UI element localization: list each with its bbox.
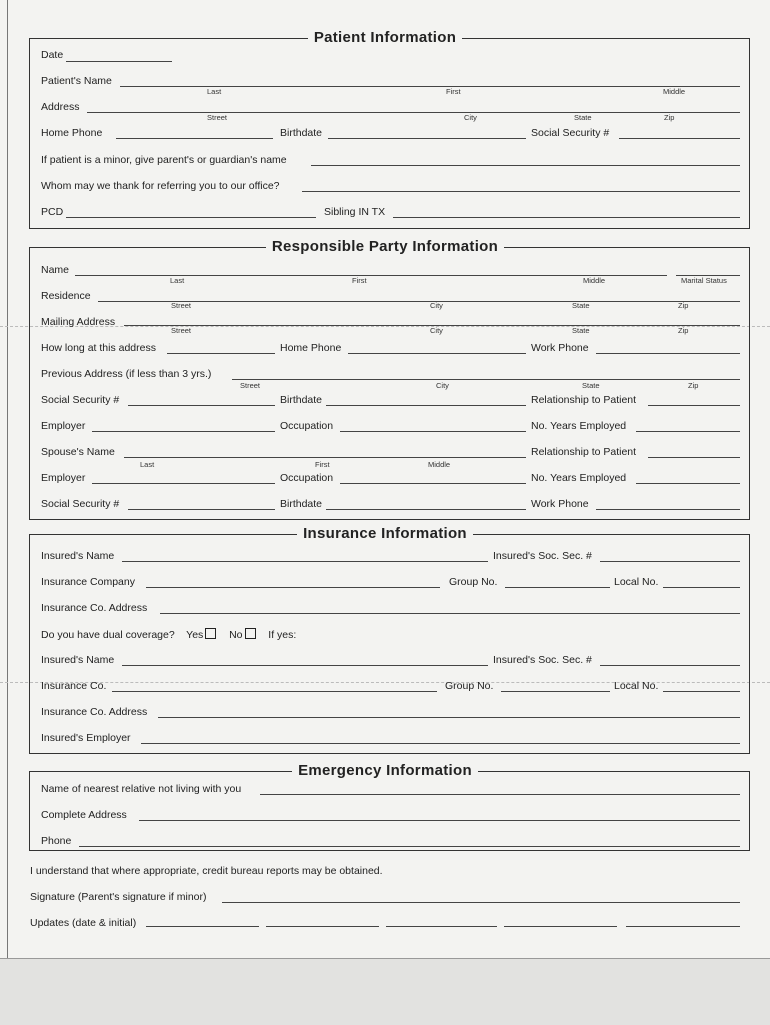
rp-home-phone-label: Home Phone xyxy=(280,342,342,354)
insureds-name-label: Insured's Name xyxy=(41,550,115,562)
pcd-field[interactable] xyxy=(66,217,316,218)
insureds-name-2-field[interactable] xyxy=(122,665,488,666)
spouse-ssn-field[interactable] xyxy=(128,509,275,510)
dual-coverage-question: Do you have dual coverage? xyxy=(41,629,175,641)
sublabel-middle: Middle xyxy=(428,460,451,469)
rp-name-label: Name xyxy=(41,264,70,276)
group-no-2-label: Group No. xyxy=(445,680,494,692)
ssn-field[interactable] xyxy=(619,138,740,139)
scan-bottom-margin xyxy=(0,958,770,1025)
sublabel-first: First xyxy=(315,460,330,469)
spouse-birthdate-field[interactable] xyxy=(326,509,526,510)
sublabel-street: Street xyxy=(171,326,192,335)
insureds-ssn-field[interactable] xyxy=(600,561,740,562)
insureds-ssn-2-label: Insured's Soc. Sec. # xyxy=(493,654,592,666)
how-long-field[interactable] xyxy=(167,353,275,354)
insurance-company-field[interactable] xyxy=(146,587,440,588)
complete-address-field[interactable] xyxy=(139,820,740,821)
birthdate-label: Birthdate xyxy=(280,127,323,139)
insureds-name-field[interactable] xyxy=(122,561,488,562)
rp-years-employed-field[interactable] xyxy=(636,431,740,432)
spouse-years-employed-label: No. Years Employed xyxy=(531,472,627,484)
spouse-ssn-label: Social Security # xyxy=(41,498,120,510)
sublabel-last: Last xyxy=(140,460,155,469)
updates-label: Updates (date & initial) xyxy=(30,917,137,929)
sublabel-last: Last xyxy=(170,276,185,285)
responsible-section xyxy=(29,247,750,520)
date-label: Date xyxy=(41,49,64,61)
sublabel-zip: Zip xyxy=(678,326,689,335)
spouse-name-label: Spouse's Name xyxy=(41,446,115,458)
sublabel-zip: Zip xyxy=(678,301,689,310)
spouse-work-phone-label: Work Phone xyxy=(531,498,589,510)
insurance-section xyxy=(29,534,750,754)
insurance-address-label: Insurance Co. Address xyxy=(41,602,148,614)
insurance-co-2-label: Insurance Co. xyxy=(41,680,107,692)
rp-work-phone-field[interactable] xyxy=(596,353,740,354)
group-no-label: Group No. xyxy=(449,576,498,588)
local-no-2-label: Local No. xyxy=(614,680,659,692)
rp-home-phone-field[interactable] xyxy=(348,353,526,354)
emergency-phone-field[interactable] xyxy=(79,846,740,847)
sublabel-state: State xyxy=(574,113,592,122)
yes-checkbox[interactable] xyxy=(205,628,216,639)
insureds-employer-label: Insured's Employer xyxy=(41,732,131,744)
how-long-label: How long at this address xyxy=(41,342,156,354)
spouse-years-employed-field[interactable] xyxy=(636,483,740,484)
rp-years-employed-label: No. Years Employed xyxy=(531,420,627,432)
residence-field[interactable] xyxy=(98,301,740,302)
sublabel-state: State xyxy=(572,326,590,335)
rp-ssn-field[interactable] xyxy=(128,405,275,406)
group-no-field[interactable] xyxy=(505,587,610,588)
rp-relationship-field[interactable] xyxy=(648,405,740,406)
signature-label: Signature (Parent's signature if minor) xyxy=(30,891,207,903)
rp-employer-label: Employer xyxy=(41,420,86,432)
relative-label: Name of nearest relative not living with you xyxy=(41,783,242,795)
rp-occupation-field[interactable] xyxy=(340,431,526,432)
sublabel-city: City xyxy=(436,381,449,390)
sublabel-city: City xyxy=(430,301,443,310)
updates-field-3[interactable] xyxy=(386,926,497,927)
insureds-employer-field[interactable] xyxy=(141,743,740,744)
relative-field[interactable] xyxy=(260,794,740,795)
insureds-ssn-label: Insured's Soc. Sec. # xyxy=(493,550,592,562)
insureds-ssn-2-field[interactable] xyxy=(600,665,740,666)
date-field[interactable] xyxy=(66,61,172,62)
insurance-address-2-label: Insurance Co. Address xyxy=(41,706,148,718)
updates-field-5[interactable] xyxy=(626,926,740,927)
insurance-address-field[interactable] xyxy=(160,613,740,614)
home-phone-label: Home Phone xyxy=(41,127,103,139)
complete-address-label: Complete Address xyxy=(41,809,127,821)
sublabel-middle: Middle xyxy=(663,87,686,96)
local-no-label: Local No. xyxy=(614,576,659,588)
emergency-section-title: Emergency Information xyxy=(0,762,770,779)
sublabel-street: Street xyxy=(171,301,192,310)
spouse-work-phone-field[interactable] xyxy=(596,509,740,510)
sublabel-city: City xyxy=(464,113,477,122)
updates-field-4[interactable] xyxy=(504,926,617,927)
ssn-label: Social Security # xyxy=(531,127,610,139)
sublabel-last: Last xyxy=(207,87,222,96)
yes-label: Yes xyxy=(186,629,204,641)
address-field[interactable] xyxy=(87,112,740,113)
sublabel-middle: Middle xyxy=(583,276,606,285)
rp-work-phone-label: Work Phone xyxy=(531,342,589,354)
sublabel-first: First xyxy=(446,87,461,96)
insurance-address-2-field[interactable] xyxy=(158,717,740,718)
birthdate-field[interactable] xyxy=(328,138,526,139)
sublabel-first: First xyxy=(352,276,367,285)
insureds-name-2-label: Insured's Name xyxy=(41,654,115,666)
credit-bureau-notice: I understand that where appropriate, credit bureau reports may be obtained. xyxy=(30,865,383,877)
spouse-relationship-label: Relationship to Patient xyxy=(531,446,637,458)
spouse-occupation-field[interactable] xyxy=(340,483,526,484)
sibling-label: Sibling IN TX xyxy=(324,206,386,218)
updates-field-1[interactable] xyxy=(146,926,259,927)
spouse-employer-field[interactable] xyxy=(92,483,275,484)
group-no-2-field[interactable] xyxy=(501,691,610,692)
signature-field[interactable] xyxy=(222,902,740,903)
patient-section xyxy=(29,38,750,229)
local-no-field[interactable] xyxy=(663,587,740,588)
sublabel-state: State xyxy=(572,301,590,310)
rp-relationship-label: Relationship to Patient xyxy=(531,394,637,406)
sublabel-marital-status: Marital Status xyxy=(681,276,727,285)
sublabel-street: Street xyxy=(240,381,261,390)
referral-label: Whom may we thank for referring you to our office? xyxy=(41,180,280,192)
patients-name-label: Patient's Name xyxy=(41,75,112,87)
pcd-label: PCD xyxy=(41,206,64,218)
referral-field[interactable] xyxy=(302,191,740,192)
rp-ssn-label: Social Security # xyxy=(41,394,120,406)
spouse-relationship-field[interactable] xyxy=(648,457,740,458)
insurance-section-title: Insurance Information xyxy=(0,525,770,542)
local-no-2-field[interactable] xyxy=(663,691,740,692)
sublabel-street: Street xyxy=(207,113,228,122)
guardian-field[interactable] xyxy=(311,165,740,166)
paper-edge xyxy=(7,0,8,960)
rp-occupation-label: Occupation xyxy=(280,420,334,432)
updates-field-2[interactable] xyxy=(266,926,379,927)
sublabel-state: State xyxy=(582,381,600,390)
no-label: No xyxy=(229,629,243,641)
sublabel-city: City xyxy=(430,326,443,335)
sublabel-zip: Zip xyxy=(664,113,675,122)
address-label: Address xyxy=(41,101,80,113)
previous-address-field[interactable] xyxy=(232,379,740,380)
spouse-occupation-label: Occupation xyxy=(280,472,334,484)
emergency-phone-label: Phone xyxy=(41,835,72,847)
sibling-field[interactable] xyxy=(393,217,740,218)
mailing-label: Mailing Address xyxy=(41,316,116,328)
spouse-employer-label: Employer xyxy=(41,472,86,484)
rp-employer-field[interactable] xyxy=(92,431,275,432)
spouse-name-field[interactable] xyxy=(124,457,526,458)
patient-section-title: Patient Information xyxy=(0,29,770,46)
home-phone-field[interactable] xyxy=(116,138,273,139)
insurance-co-2-field[interactable] xyxy=(112,691,437,692)
guardian-label: If patient is a minor, give parent's or guardian's name xyxy=(41,154,287,166)
responsible-section-title: Responsible Party Information xyxy=(0,238,770,255)
previous-address-label: Previous Address (if less than 3 yrs.) xyxy=(41,368,212,380)
no-checkbox[interactable] xyxy=(245,628,256,639)
residence-label: Residence xyxy=(41,290,91,302)
rp-name-field[interactable] xyxy=(75,275,667,276)
dual-coverage-label xyxy=(41,628,296,641)
if-yes-label: If yes: xyxy=(268,629,297,641)
insurance-company-label: Insurance Company xyxy=(41,576,135,588)
sublabel-zip: Zip xyxy=(688,381,699,390)
rp-birthdate-field[interactable] xyxy=(326,405,526,406)
spouse-birthdate-label: Birthdate xyxy=(280,498,323,510)
rp-birthdate-label: Birthdate xyxy=(280,394,323,406)
